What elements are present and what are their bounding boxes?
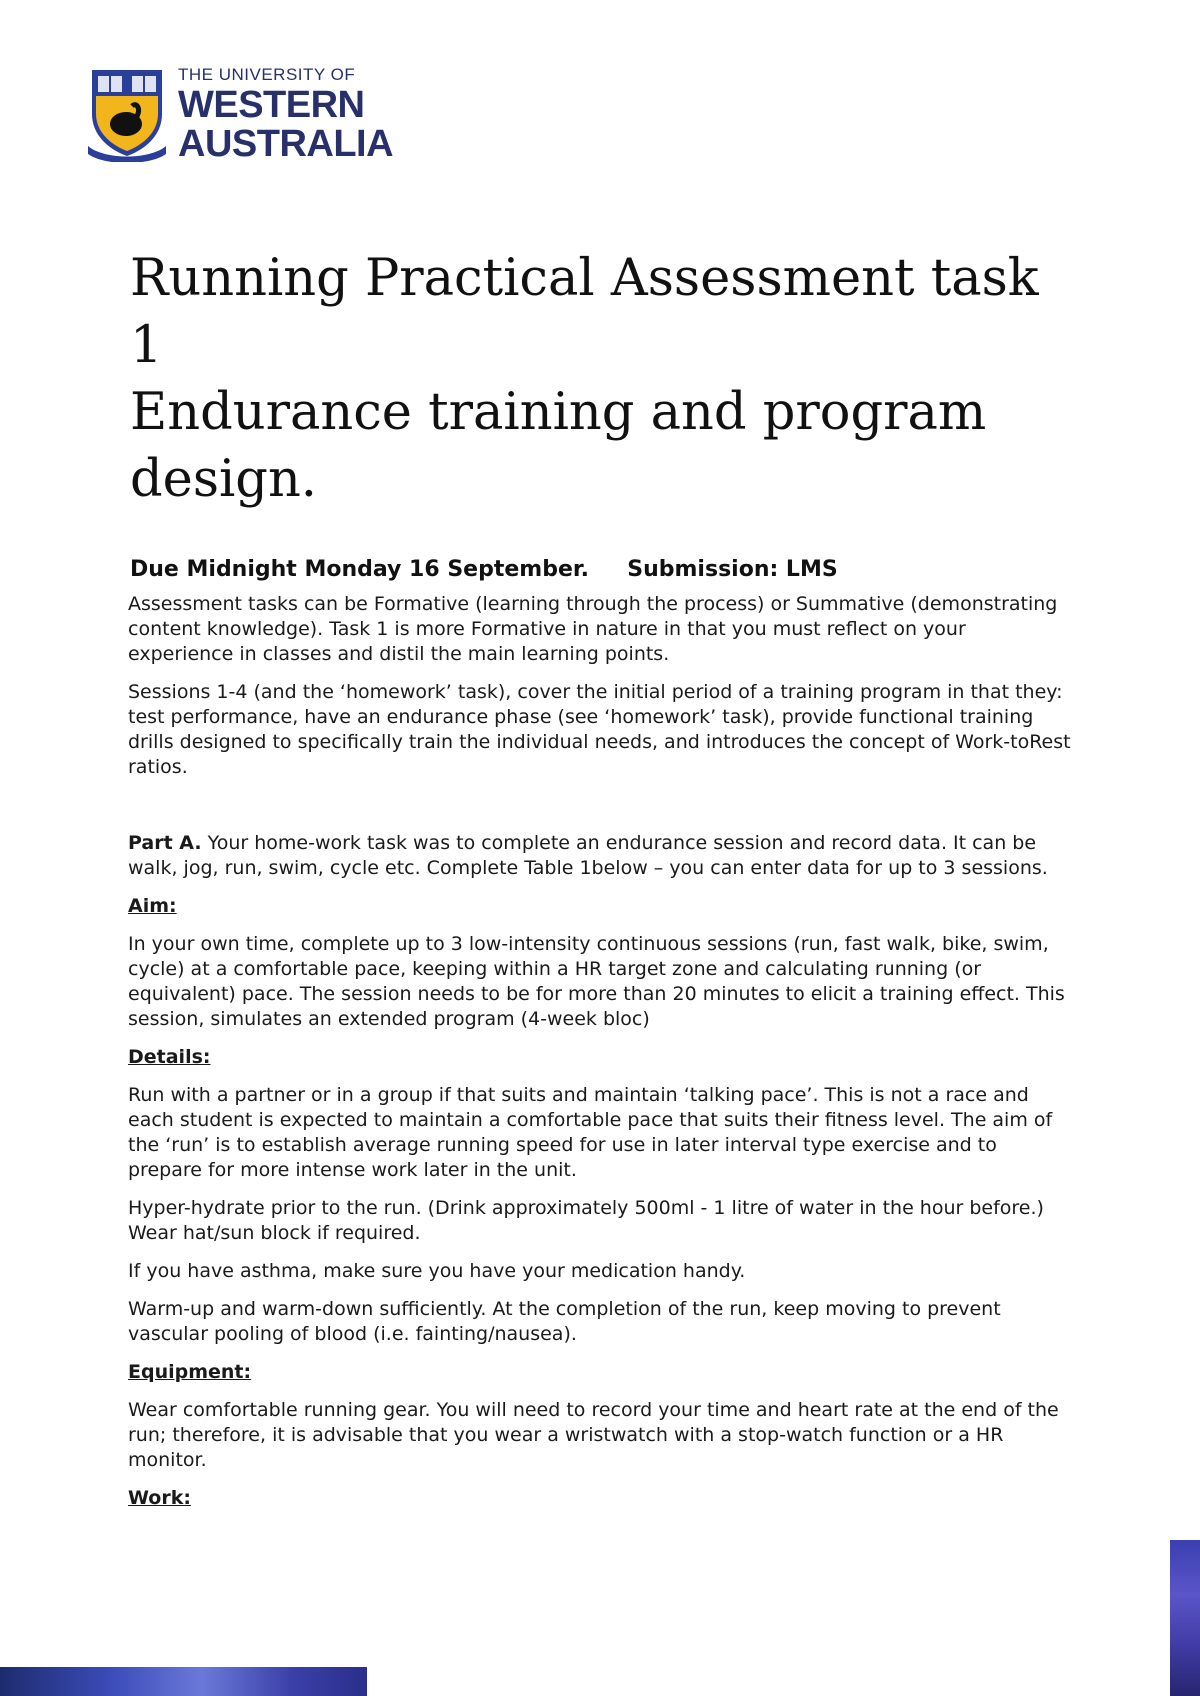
aim-paragraph: In your own time, complete up to 3 low-intensity continuous sessions (run, fast walk, bike, swim, cycle) at a comfortable pace, keeping within a HR target zone and calculating running (or equivalent) pace. The session needs to be for more than 20 minutes to elicit a training effect. This session, simulates an extended program (4-week bloc) [128,933,1065,1030]
intro-paragraph-1: Assessment tasks can be Formative (learning through the process) or Summative (demonstrating content knowledge). Task 1 is more Formative in nature in that you must reflect on your experience in classes and distil the main learning points. [128,593,1058,665]
aim-heading: Aim: [128,895,177,917]
logo-line-3: AUSTRALIA [178,122,394,165]
document-body [128,245,1072,1524]
equipment-heading: Equipment: [128,1361,252,1383]
details-heading: Details: [128,1046,211,1068]
due-date: Due Midnight Monday 16 September. [130,557,589,582]
part-a-paragraph [128,831,1072,881]
details-paragraph-3: If you have asthma, make sure you have your medication handy. [128,1260,746,1282]
due-date-line [130,557,1072,582]
details-paragraph-1: Run with a partner or in a group if that suits and maintain ‘talking pace’. This is not a race and each student is expected to maintain a comfortable pace that suits their fitness level. The aim of the ‘run’ is to establish average running speed for use in later interval type exercise and to prepare for more intense work later in the unit. [128,1084,1053,1181]
logo-line-1: THE UNIVERSITY OF [178,64,356,84]
title-line-3: design. [130,450,318,509]
submission-method: Submission: LMS [627,557,838,582]
equipment-paragraph: Wear comfortable running gear. You will need to record your time and heart rate at the end of the run; therefore, it is advisable that you wear a wristwatch with a stop-watch function or a HR monitor. [128,1399,1059,1471]
details-paragraph-2: Hyper-hydrate prior to the run. (Drink approximately 500ml - 1 litre of water in the hour before.) Wear hat/sun block if required. [128,1197,1044,1244]
work-heading: Work: [128,1487,191,1509]
intro-paragraph-2: Sessions 1-4 (and the ‘homework’ task), cover the initial period of a training program in that they: test performance, have an endurance phase (see ‘homework’ task), provide functional training drills designed to specifically train the individual needs, and introduces the concept of Work-toRest ratios. [128,681,1071,778]
title-line-2: Endurance training and program [130,383,987,442]
logo-line-2: WESTERN [178,83,365,126]
title-line-1: Running Practical Assessment task 1 [130,249,1039,375]
part-a-label: Part A. [128,832,202,854]
decorative-band-bottom [0,1667,367,1696]
document-title [130,245,1072,513]
crest-icon [86,66,168,162]
details-paragraph-4: Warm-up and warm-down sufficiently. At the completion of the run, keep moving to prevent vascular pooling of blood (i.e. fainting/nausea). [128,1298,1001,1345]
decorative-band-right [1170,1540,1200,1696]
university-logo [86,64,394,165]
part-a-text: Your home-work task was to complete an endurance session and record data. It can be walk, jog, run, swim, cycle etc. Complete Table 1below – you can enter data for up to 3 sessions. [128,832,1048,879]
